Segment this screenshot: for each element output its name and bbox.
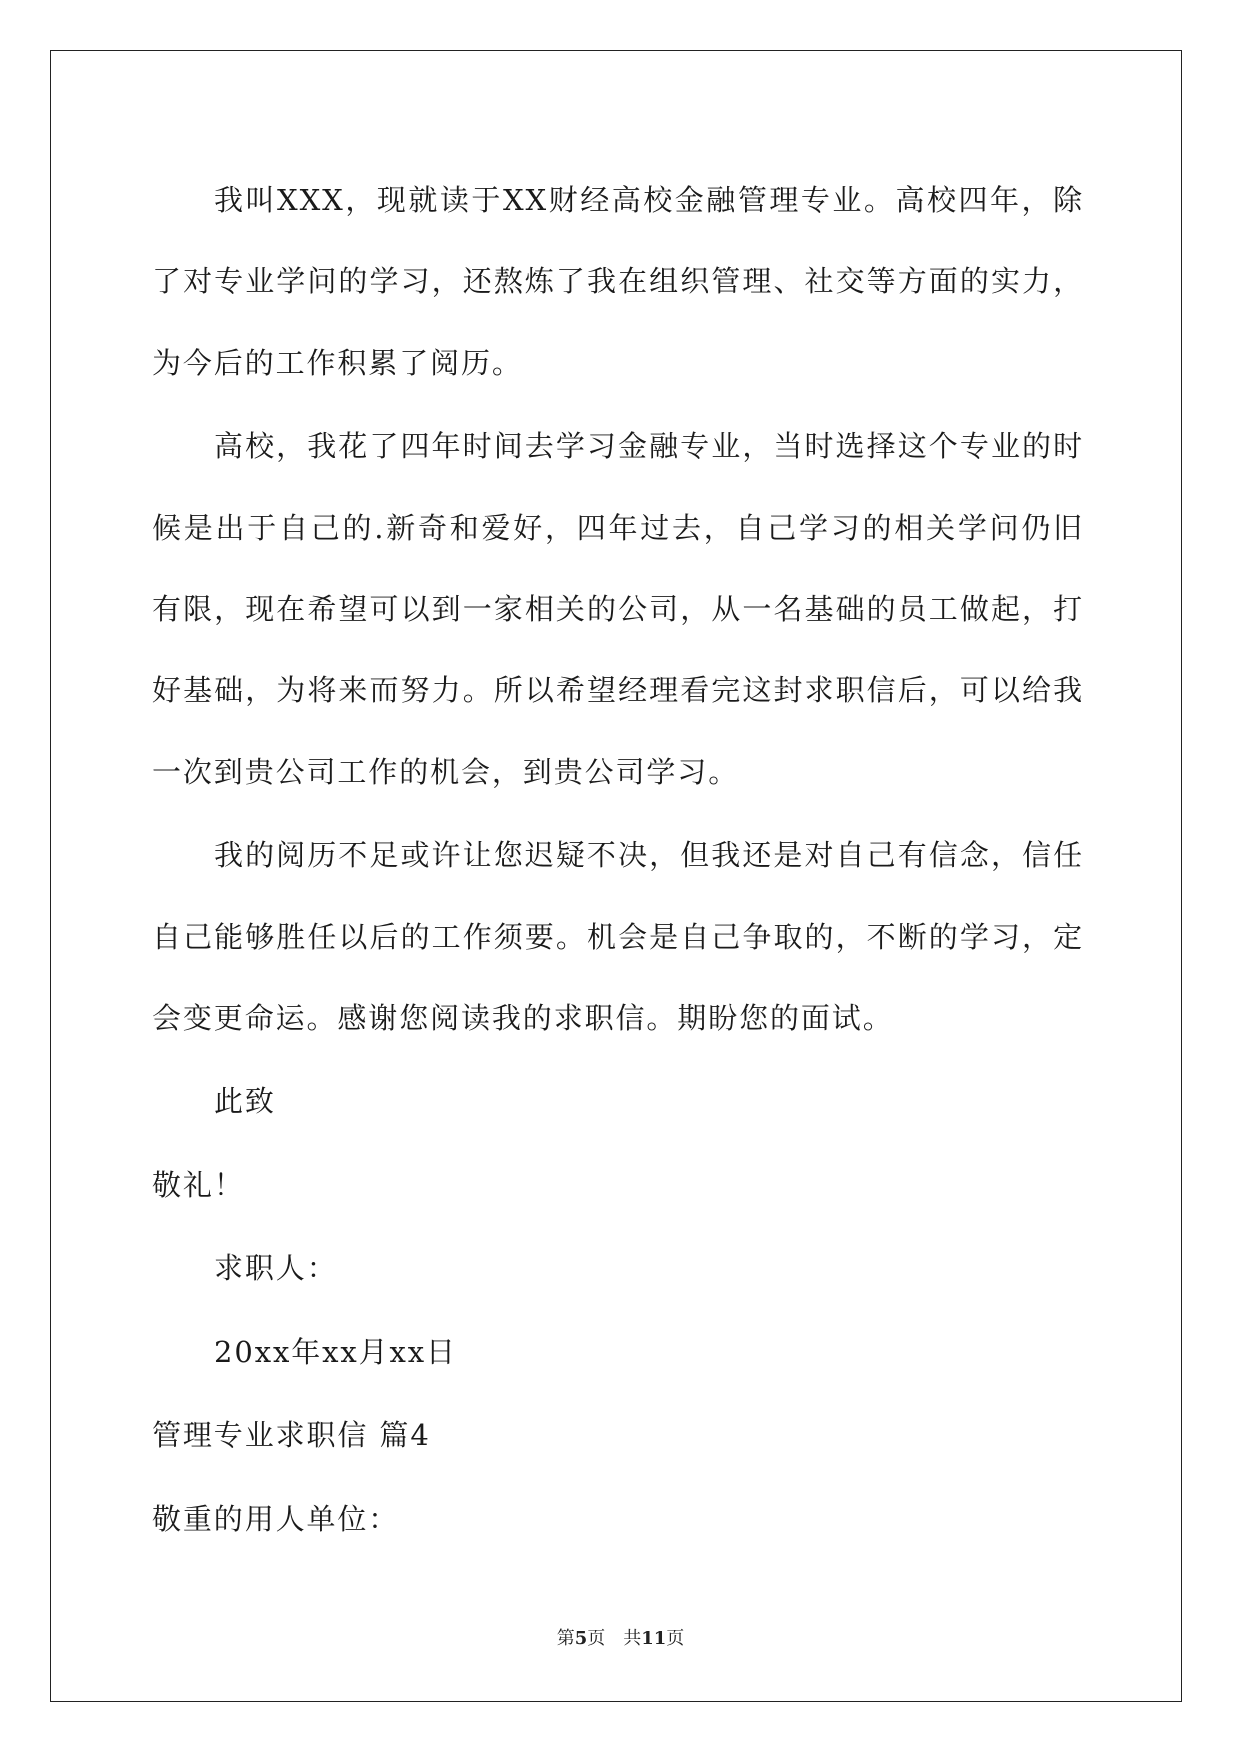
salute: 敬礼！	[152, 1167, 245, 1202]
letter-date: 20xx年xx月xx日	[214, 1334, 457, 1369]
next-letter-title: 管理专业求职信 篇4	[152, 1418, 431, 1453]
paragraph-study: 高校，我花了四年时间去学习金融专业，当时选择这个专业的时候是出于自己的.新奇和爱好，四年过去，自己学习的相关学问仍旧有限，现在希望可以到一家相关的公司，从一名基础的员工做起，打好基础，为将来而努力。所以希望经理看完这封求职信后，可以给我一次到贵公司工作的机会，到贵公司学习。	[152, 429, 1084, 789]
footer-suffix: 页	[666, 1628, 685, 1649]
closing-phrase: 此致	[214, 1084, 276, 1119]
paragraph-intro: 我叫XXX，现就读于XX财经高校金融管理专业。高校四年，除了对专业学问的学习，还熬炼了我在组织管理、社交等方面的实力，为今后的工作积累了阅历。	[152, 183, 1084, 380]
signature-label: 求职人：	[214, 1251, 338, 1286]
footer-prefix: 第	[556, 1628, 575, 1649]
paragraph-confidence: 我的阅历不足或许让您迟疑不决，但我还是对自己有信念，信任自己能够胜任以后的工作须要。机会是自己争取的，不断的学习，定会变更命运。感谢您阅读我的求职信。期盼您的面试。	[152, 838, 1084, 1036]
page-footer	[0, 1624, 1241, 1650]
footer-total-pages: 11	[641, 1628, 667, 1649]
next-letter-greeting: 敬重的用人单位：	[152, 1501, 400, 1536]
footer-page-number: 5	[574, 1628, 588, 1649]
footer-middle: 页 共	[587, 1628, 642, 1649]
letter-body	[152, 160, 1084, 1562]
